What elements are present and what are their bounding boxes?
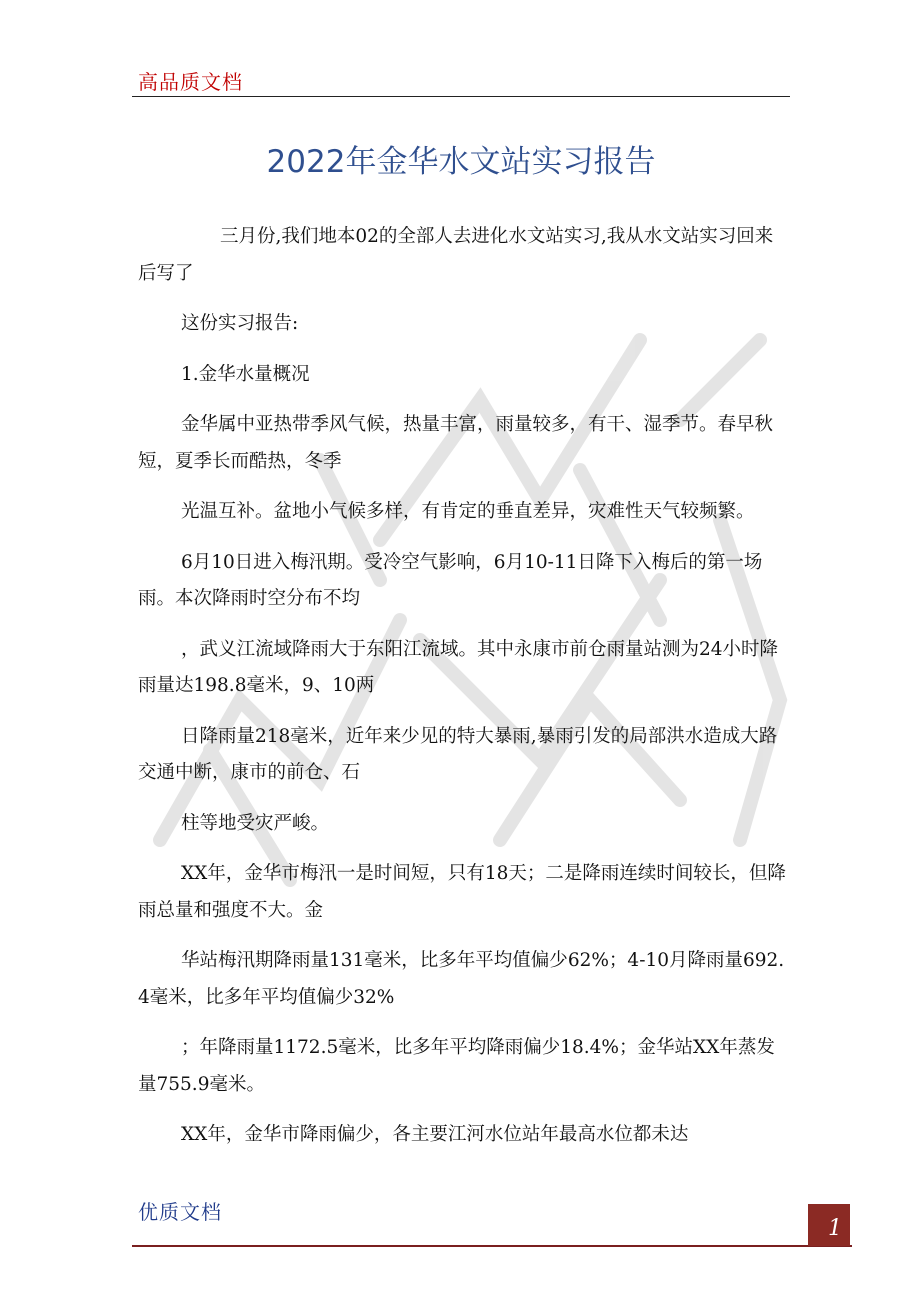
document-body [138, 219, 786, 1168]
page-number-badge: 1 [808, 1204, 850, 1246]
footer-divider [132, 1245, 852, 1247]
paragraph: 这份实习报告: [181, 313, 299, 334]
paragraph: XX年，金华市梅汛一是时间短，只有18天；二是降雨连续时间较长，但降雨总量和强度不大。金 [138, 863, 786, 921]
paragraph: 华站梅汛期降雨量131毫米，比多年平均值偏少62%；4-10月降雨量692.4毫米，比多年平均值偏少32% [138, 950, 785, 1008]
document-title: 2022年金华水文站实习报告 [266, 144, 656, 180]
paragraph: 光温互补。盆地小气候多样，有肯定的垂直差异，灾难性天气较频繁。 [181, 501, 755, 522]
footer-label: 优质文档 [138, 1200, 222, 1224]
paragraph: 1.金华水量概况 [181, 363, 310, 385]
header-label: 高品质文档 [138, 70, 243, 94]
paragraph: 日降雨量218毫米，近年来少见的特大暴雨,暴雨引发的局部洪水造成大路交通中断，康市的前仓、石 [138, 725, 778, 783]
paragraph: 三月份,我们地本02的全部人去进化水文站实习,我从水文站实习回来后写了 [138, 226, 774, 284]
paragraph: ；年降雨量1172.5毫米，比多年平均降雨偏少18.4%；金华站XX年蒸发量755.9毫米。 [138, 1037, 775, 1095]
paragraph: ，武义江流域降雨大于东阳江流域。其中永康市前仓雨量站测为24小时降雨量达198.8毫米，9、10两 [138, 638, 779, 696]
paragraph: XX年，金华市降雨偏少，各主要江河水位站年最高水位都未达 [181, 1124, 689, 1145]
paragraph: 金华属中亚热带季风气候，热量丰富，雨量较多，有干、湿季节。春早秋短，夏季长而酷热，冬季 [138, 414, 774, 472]
header-divider [132, 96, 790, 97]
paragraph: 6月10日进入梅汛期。受冷空气影响，6月10-11日降下入梅后的第一场雨。本次降雨时空分布不均 [138, 551, 763, 609]
paragraph: 柱等地受灾严峻。 [181, 812, 330, 834]
